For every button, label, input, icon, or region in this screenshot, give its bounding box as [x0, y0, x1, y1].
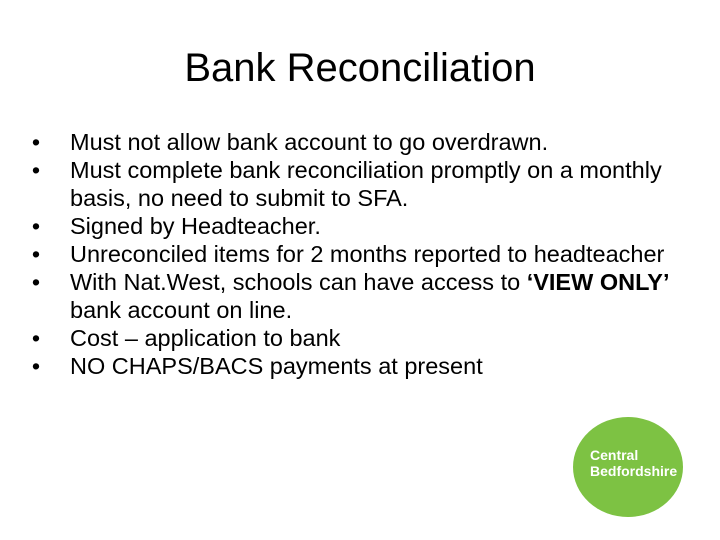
bullet-text-after: bank account on line.	[70, 297, 293, 323]
bullet-text: Unreconciled items for 2 months reported to headteacher	[70, 241, 665, 267]
list-item	[24, 128, 696, 156]
bullet-icon: •	[31, 269, 41, 295]
logo-graphic	[572, 416, 684, 518]
bullet-icon: •	[31, 353, 41, 379]
list-item	[24, 352, 696, 380]
bullet-list	[24, 128, 696, 380]
bullet-icon: •	[31, 157, 41, 183]
list-item	[24, 324, 696, 352]
bullet-icon: •	[31, 241, 41, 267]
list-item	[24, 212, 696, 240]
bullet-text: Cost – application to bank	[70, 325, 341, 351]
bullet-text: Must complete bank reconciliation promptly on a monthly basis, no need to submit to SFA.	[70, 157, 662, 211]
bullet-text-strong: ‘VIEW ONLY’	[526, 269, 670, 295]
list-item	[24, 268, 696, 324]
logo-text-line1: Central	[590, 447, 639, 463]
slide-title: Bank Reconciliation	[184, 46, 536, 90]
bullet-icon: •	[31, 129, 41, 155]
bullet-icon: •	[31, 213, 41, 239]
bullet-text-before: With Nat.West, schools can have access to	[70, 269, 527, 295]
bullet-icon: •	[31, 325, 41, 351]
bullet-text: NO CHAPS/BACS payments at present	[70, 353, 483, 379]
bullet-text: Signed by Headteacher.	[70, 213, 321, 239]
list-item	[24, 156, 696, 212]
logo-text-line2: Bedfordshire	[590, 463, 678, 479]
central-bedfordshire-logo	[572, 416, 684, 518]
list-item	[24, 240, 696, 268]
bullet-text: Must not allow bank account to go overdrawn.	[70, 129, 549, 155]
